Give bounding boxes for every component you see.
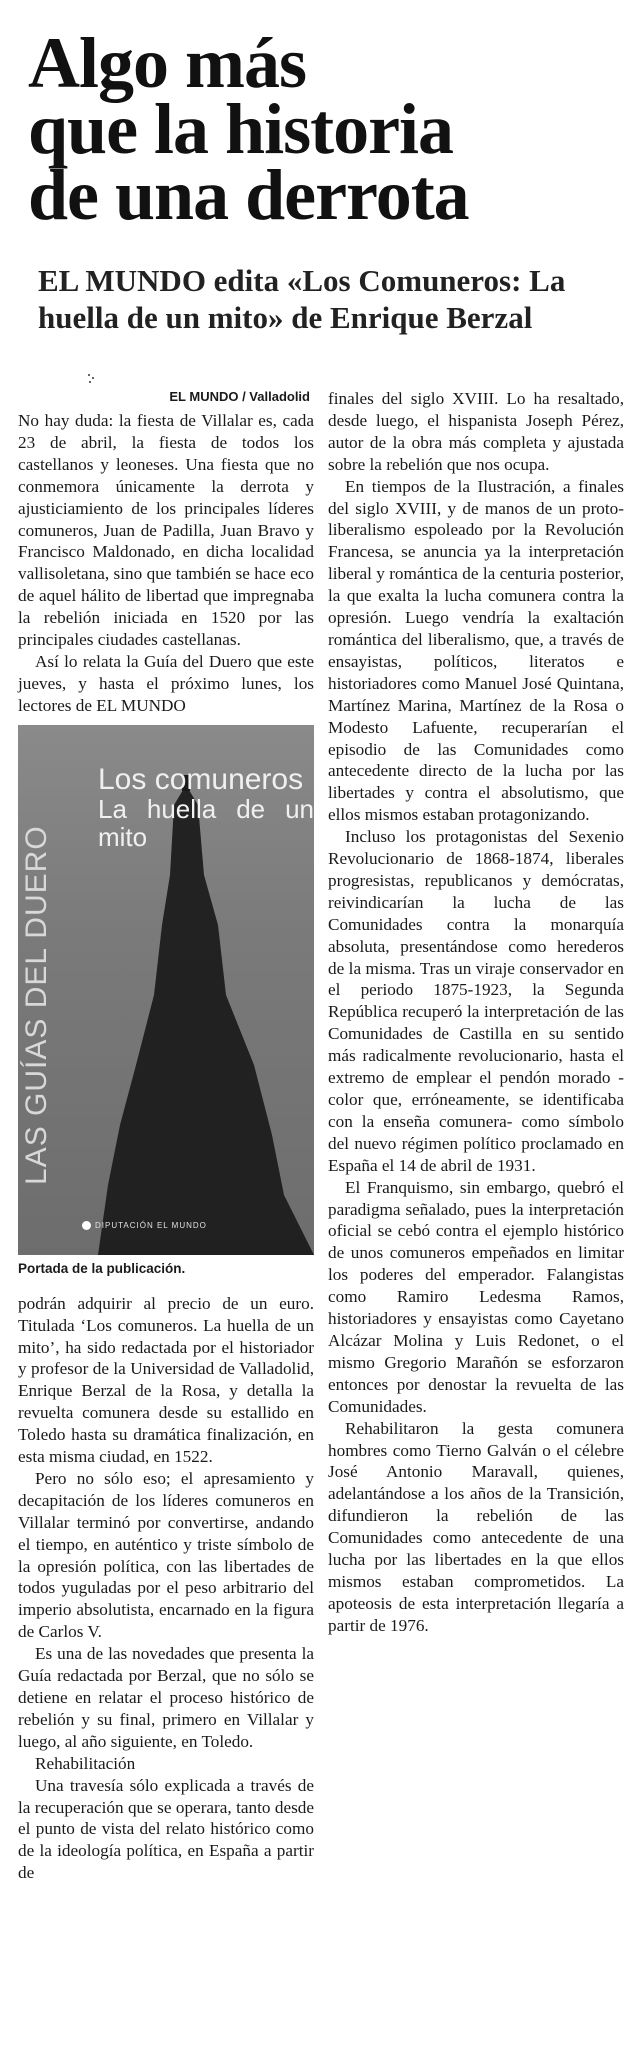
paragraph: El Franquismo, sin embargo, quebró el paradigma señalado, pues la interpretación oficial se cebó contra el ejemplo histórico de unos comuneros empeñados en limitar los poderes del emperador. Falangistas como Ramiro Ledesma Ramos, historiadores y ensayistas como Cayetano Alcázar Molina y Luis Redonet, o el mismo Gregorio Marañón se esforzaron entonces por denostar la revuelta de las Comunidades. bbox=[328, 1177, 624, 1416]
paragraph: En tiempos de la Ilustración, a finales del siglo XVIII, y de manos de un proto-liberalismo espoleado por la Revolución Francesa, se anuncia ya la interpretación liberal y romántica de la centuria posterior, la que exalta la lucha comunera contra la opresión. Luego vendría la exaltación romántica del liberalismo, que, a través de ensayistas, políticos, literatos e historiadores como Manuel José Quintana, Martínez Marina, Martínez de la Rosa o Modesto Lafuente, recuperarían el episodio de las Comunidades como antecedente directo de la lucha por las libertades y contra el absolutismo, que ellos mismos estaban protagonizando. bbox=[328, 476, 624, 825]
headline-line-2: que la historia bbox=[28, 89, 454, 169]
headline-line-1: Algo más bbox=[28, 23, 306, 103]
paragraph: Incluso los protagonistas del Sexenio Revolucionario de 1868-1874, liberales progresistas, republicanos y demócratas, reivindicarían la lucha de las Comunidades contra la monarquía absoluta, presentándose como herederos de la misma. Tras un viraje conservador en el periodo 1875-1923, la Segunda República recuperó la interpretación de las Comunidades de Castilla en su sentido más radicalmente revolucionario, hasta el extremo de emplear el pendón morado -color que, erróneamente, se identificaba con la enseña comunera- como símbolo del nuevo régimen político proclamado en España el 14 de abril de 1931. bbox=[328, 827, 624, 1175]
paragraph: finales del siglo XVIII. Lo ha resaltado, desde luego, el hispanista Joseph Pérez, autor de la obra más completa y ajustada sobre la rebelión que nos ocupa. bbox=[328, 389, 624, 474]
paragraph: Así lo relata la Guía del Duero que este jueves, y hasta el próximo lunes, los lectores de EL MUNDO bbox=[18, 651, 314, 715]
paragraph: Es una de las novedades que presenta la Guía redactada por Berzal, que no sólo se detiene en relatar el proceso histórico de rebelión y su final, primero en Villalar y luego, al año siguiente, en Toledo. bbox=[18, 1644, 314, 1751]
paragraph: Pero no sólo eso; el apresamiento y decapitación de los líderes comuneros en Villalar terminó por convertirse, andando el tiempo, en auténtico y triste símbolo de la opresión política, con las libertades de todos yuguladas por el peso arbitrario del imperio absolutista, encarnado en la figura de Carlos V. bbox=[18, 1468, 314, 1642]
book-cover-image bbox=[18, 725, 314, 1255]
print-mark-icon bbox=[86, 372, 98, 386]
headline-line-3: de una derrota bbox=[28, 155, 469, 235]
cover-title: Los comuneros bbox=[98, 762, 304, 796]
byline: EL MUNDO / Valladolid bbox=[169, 389, 310, 404]
paragraph: Una travesía sólo explicada a través de la recuperación que se operara, tanto desde el punto de vista del relato histórico como de la ideología política, en España a partir de bbox=[18, 1775, 314, 1883]
article-column-left bbox=[18, 388, 314, 1884]
article-column-right bbox=[328, 388, 624, 1637]
cover-vertical-series-title: LAS GUÍAS DEL DUERO bbox=[20, 825, 53, 1185]
cover-subtitle: La huella de un mito bbox=[98, 793, 314, 852]
headline bbox=[28, 23, 618, 235]
cover-publisher-logos: DIPUTACIÓN EL MUNDO bbox=[78, 1215, 207, 1237]
subheadline: EL MUNDO edita «Los Comuneros: La huella de un mito» de Enrique Berzal bbox=[38, 263, 566, 335]
section-heading: Rehabilitación bbox=[35, 1753, 136, 1773]
globe-icon bbox=[82, 1221, 91, 1230]
paragraph: podrán adquirir al precio de un euro. Titulada ‘Los comuneros. La huella de un mito’, ha sido redactada por el historiador y profesor de la Universidad de Valladolid, Enrique Berzal de la Rosa, y detalla la revuelta comunera desde su estallido en Toledo hasta su dramática finalización, en esta misma ciudad, en 1522. bbox=[18, 1293, 314, 1467]
paragraph: No hay duda: la fiesta de Villalar es, cada 23 de abril, la fiesta de todos los castellanos y leoneses. Una fiesta que no conmemora únicamente la derrota y ajusticiamiento de los principales líderes comuneros, Juan de Padilla, Juan Bravo y Francisco Maldonado, en dicha localidad vallisoletana, sino que también se hace eco de aquel hálito de libertad que impregnaba la rebelión iniciada en 1520 por las principales ciudades castellanas. bbox=[18, 411, 314, 650]
paragraph: Rehabilitaron la gesta comunera hombres como Tierno Galván o el célebre José Antonio Maravall, quienes, adelantándose a los años de la Transición, difundieron la rebelión de las Comunidades como antecedente de una lucha por las libertades en la que ellos mismos estaban comprometidos. La apoteosis de esta interpretación llegaría a partir de 1976. bbox=[328, 1418, 624, 1635]
figure-caption: Portada de la publicación. bbox=[18, 1260, 186, 1276]
